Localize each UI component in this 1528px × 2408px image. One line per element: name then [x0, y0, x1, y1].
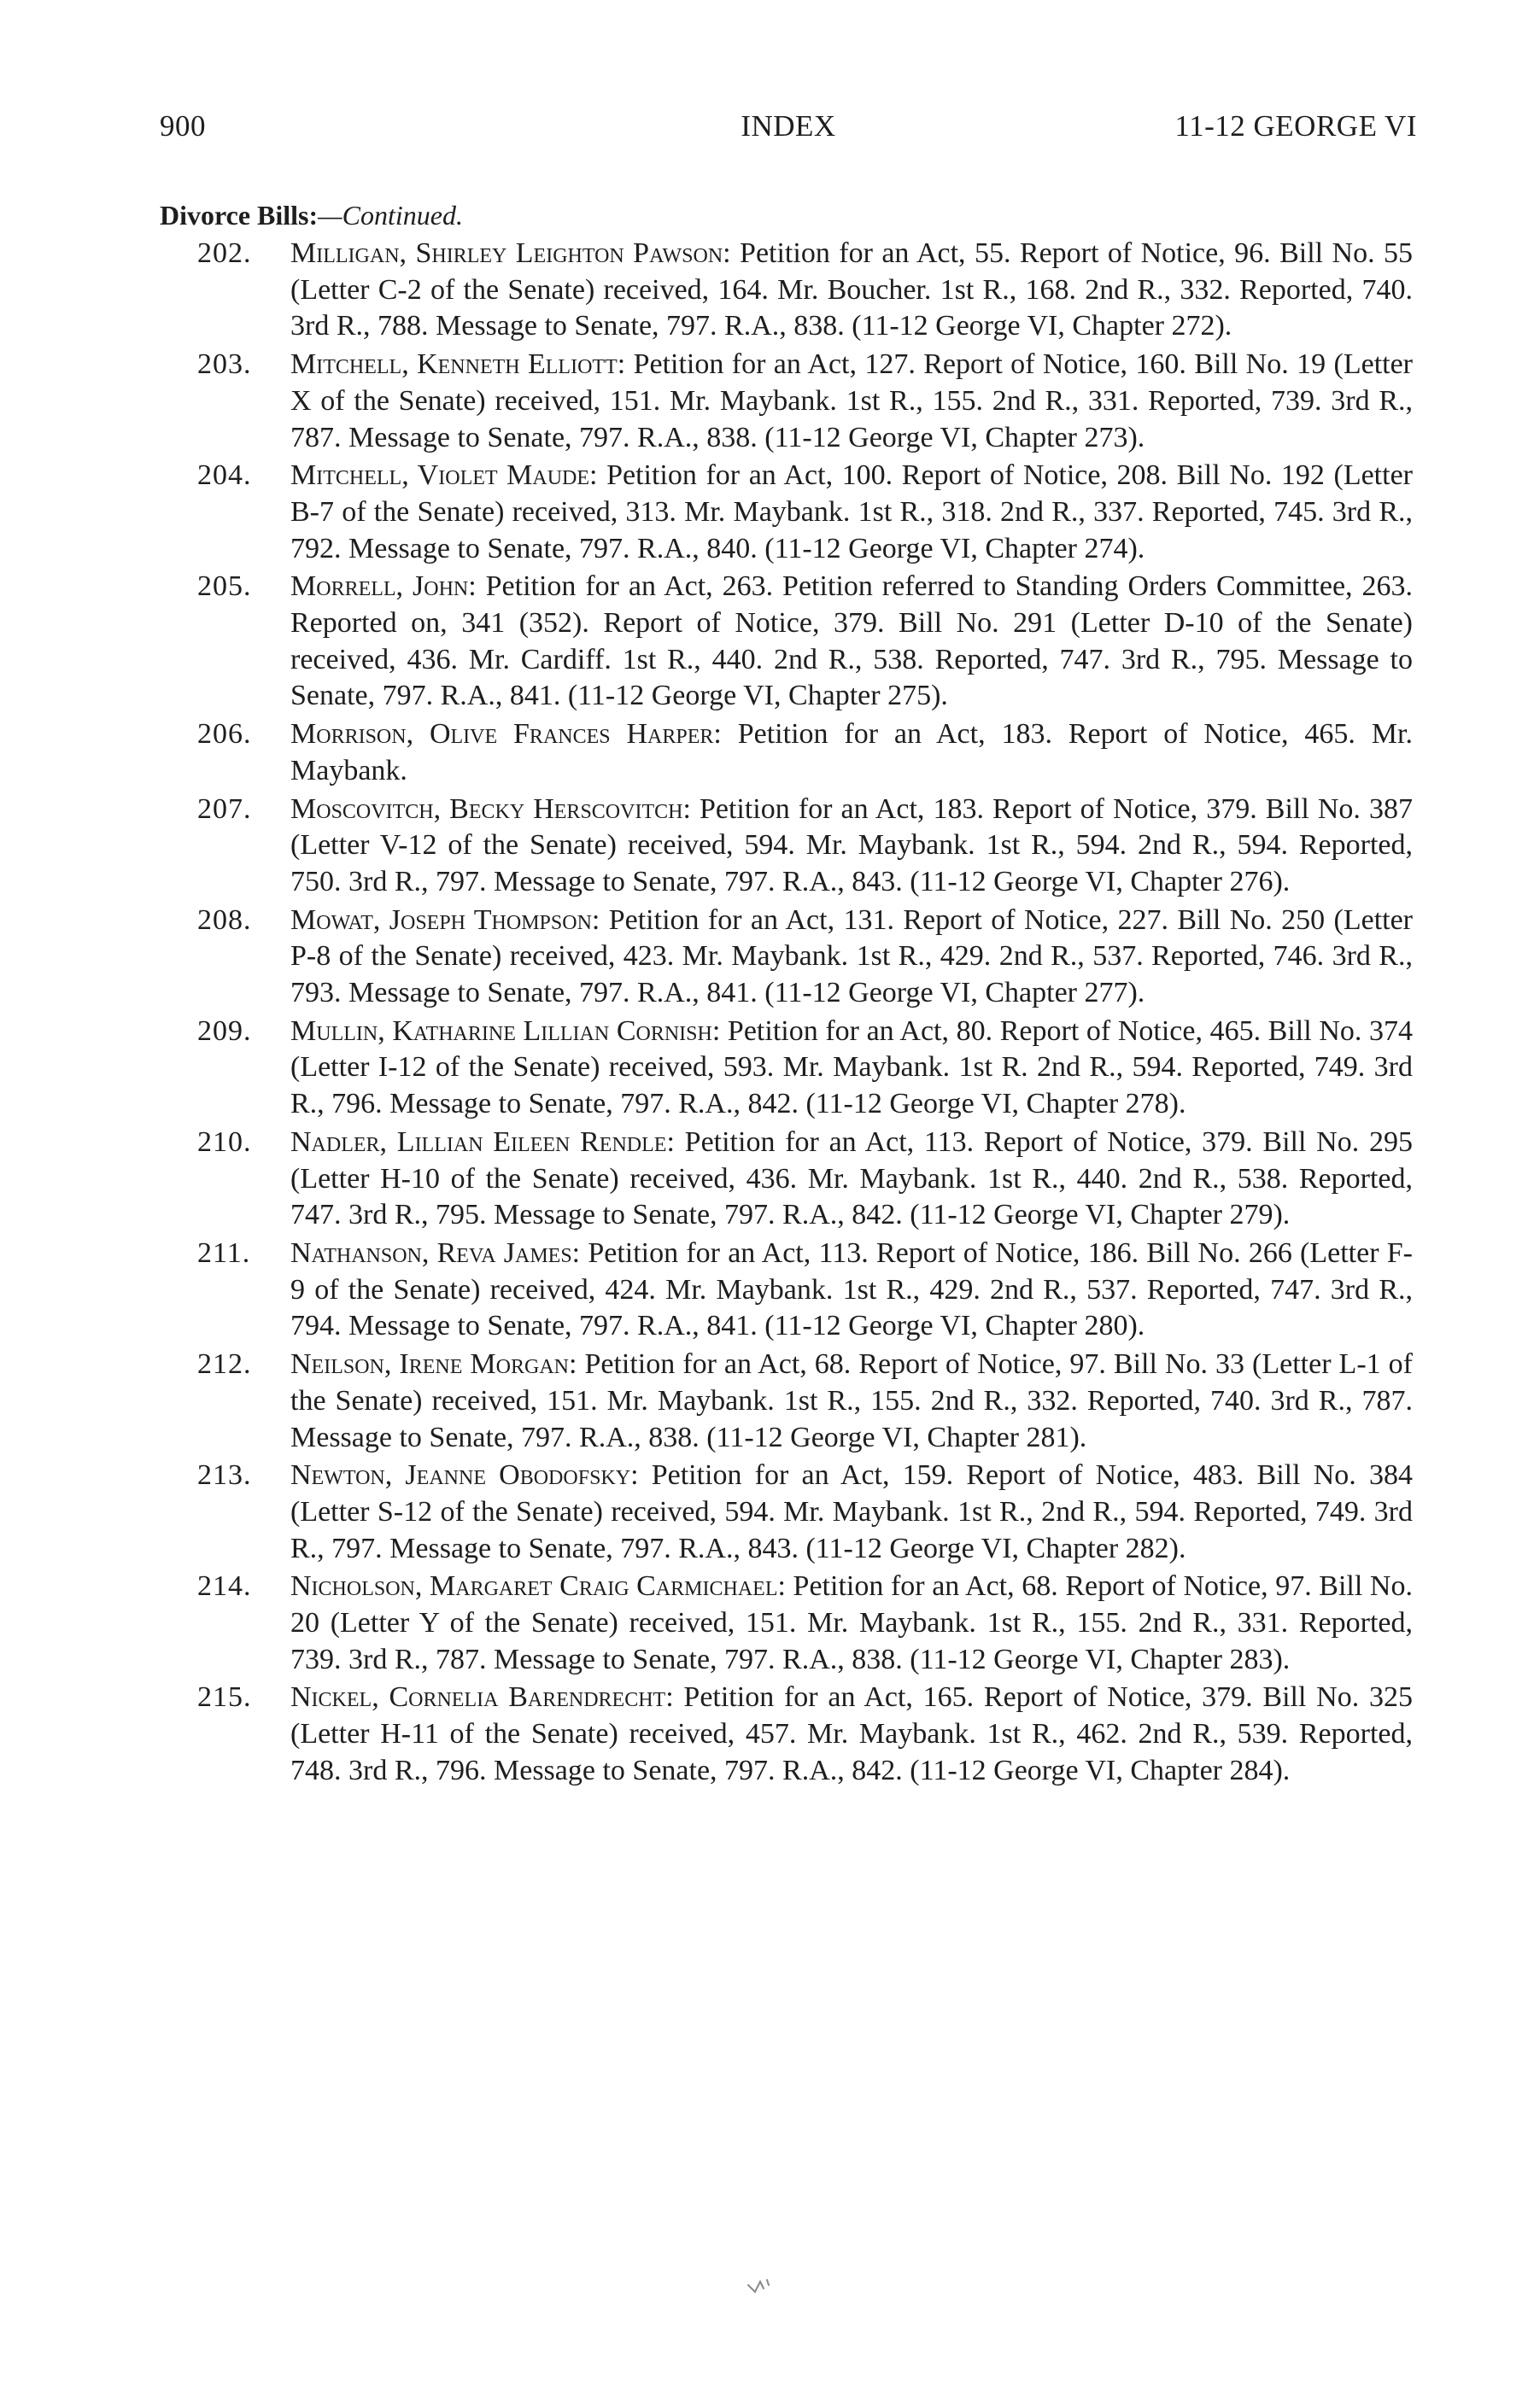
entry-name: Nicholson, Margaret Craig Carmichael [290, 1570, 778, 1603]
page-header [160, 109, 1417, 157]
entry-name: Mitchell, Kenneth Elliott [290, 348, 618, 381]
entry-number: 209. [197, 1014, 252, 1047]
entry-text [290, 1125, 1413, 1234]
entry-details: : Petition for an Act, 80. Report of Notice, 465. Bill No. 374 (Letter I-12 of the Senate) received, 593. Mr. Maybank. 1st R. 2nd R., 594. Reported, 749. 3rd R., 796. Message to Senate, 797. R.A., 842. (11-12 George VI, Chapter 278). [290, 1014, 1413, 1120]
entry-number: 202. [197, 237, 252, 269]
entry-details: : Petition for an Act, 68. Report of Notice, 97. Bill No. 33 (Letter L-1 of the Senate) received, 151. Mr. Maybank. 1st R., 155. 2nd R., 332. Reported, 740. 3rd R., 787. Message to Senate, 797. R.A., 838. (11-12 George VI, Chapter 281). [290, 1348, 1413, 1453]
entry-details: : Petition for an Act, 68. Report of Notice, 97. Bill No. 20 (Letter Y of the Senate) received, 151. Mr. Maybank. 1st R., 155. 2nd R., 331. Reported, 739. 3rd R., 787. Message to Senate, 797. R.A., 838. (11-12 George VI, Chapter 283). [290, 1570, 1413, 1675]
section-label: Divorce Bills: [160, 200, 319, 231]
entry-text [290, 716, 1413, 789]
entry-number: 215. [197, 1681, 252, 1714]
entry-name: Mitchell, Violet Maude [290, 459, 590, 492]
entry-text [290, 1569, 1413, 1678]
index-entry [0, 1458, 1528, 1567]
entry-number: 205. [197, 570, 252, 603]
entry-details: : Petition for an Act, 113. Report of Notice, 186. Bill No. 266 (Letter F-9 of the Senate) received, 424. Mr. Maybank. 1st R., 429. 2nd R., 537. Reported, 747. 3rd R., 794. Message to Senate, 797. R.A., 841. (11-12 George VI, Chapter 280). [290, 1236, 1413, 1342]
entry-details: : Petition for an Act, 127. Report of Notice, 160. Bill No. 19 (Letter X of the Senate) received, 151. Mr. Maybank. 1st R., 155. 2nd R., 331. Reported, 739. 3rd R., 787. Message to Senate, 797. R.A., 838. (11-12 George VI, Chapter 273). [290, 348, 1414, 453]
page-title: INDEX [741, 109, 836, 143]
entry-name: Nickel, Cornelia Barendrecht [290, 1681, 666, 1714]
entry-number: 210. [197, 1125, 252, 1158]
ink-mark [743, 2275, 786, 2300]
entry-details: : Petition for an Act, 131. Report of Notice, 227. Bill No. 250 (Letter P-8 of the Senate) received, 423. Mr. Maybank. 1st R., 429. 2nd R., 537. Reported, 746. 3rd R., 793. Message to Senate, 797. R.A., 841. (11-12 George VI, Chapter 277). [290, 903, 1413, 1009]
entry-number: 212. [197, 1348, 252, 1381]
entry-text [290, 1680, 1413, 1789]
index-entry [0, 1347, 1528, 1456]
index-entry [0, 1236, 1528, 1345]
entry-name: Mowat, Joseph Thompson [290, 903, 592, 936]
entry-text [290, 792, 1413, 901]
index-entry [0, 1014, 1528, 1123]
entry-name: Neilson, Irene Morgan [290, 1348, 569, 1381]
entry-number: 204. [197, 459, 252, 492]
entry-name: Morrison, Olive Frances Harper [290, 718, 714, 751]
entry-name: Nathanson, Reva James [290, 1236, 572, 1269]
entry-name: Milligan, Shirley Leighton Pawson [290, 237, 723, 269]
entry-text [290, 1236, 1413, 1345]
index-entry [0, 1569, 1528, 1678]
entry-name: Moscovitch, Becky Herscovitch [290, 792, 683, 825]
entry-text [290, 1014, 1413, 1123]
entry-name: Mullin, Katharine Lillian Cornish [290, 1014, 712, 1047]
index-entry [0, 347, 1528, 456]
entry-text [290, 236, 1413, 345]
entry-number: 203. [197, 348, 252, 381]
entry-text [290, 903, 1413, 1012]
entry-number: 207. [197, 792, 252, 825]
entry-details: : Petition for an Act, 165. Report of Notice, 379. Bill No. 325 (Letter H-11 of the Senate) received, 457. Mr. Maybank. 1st R., 462. 2nd R., 539. Reported, 748. 3rd R., 796. Message to Senate, 797. R.A., 842. (11-12 George VI, Chapter 284). [290, 1681, 1413, 1786]
entry-number: 214. [197, 1570, 252, 1603]
index-entry [0, 903, 1528, 1012]
entry-text [290, 458, 1413, 567]
entry-details: : Petition for an Act, 183. Report of Notice, 465. Mr. Maybank. [290, 718, 1413, 786]
entry-name: Morrell, John [290, 570, 469, 603]
entry-details: : Petition for an Act, 263. Petition referred to Standing Orders Committee, 263. Reported on, 341 (352). Report of Notice, 379. Bill No. 291 (Letter D-10 of the Senate) received, 436. Mr. Cardiff. 1st R., 440. 2nd R., 538. Reported, 747. 3rd R., 795. Message to Senate, 797. R.A., 841. (11-12 George VI, Chapter 275). [290, 570, 1413, 712]
index-entries [0, 236, 1528, 1791]
index-entry [0, 569, 1528, 715]
entry-text [290, 1347, 1413, 1456]
entry-details: : Petition for an Act, 113. Report of Notice, 379. Bill No. 295 (Letter H-10 of the Senate) received, 436. Mr. Maybank. 1st R., 440. 2nd R., 538. Reported, 747. 3rd R., 795. Message to Senate, 797. R.A., 842. (11-12 George VI, Chapter 279). [290, 1125, 1413, 1231]
entry-details: : Petition for an Act, 55. Report of Notice, 96. Bill No. 55 (Letter C-2 of the Senate) received, 164. Mr. Boucher. 1st R., 168. 2nd R., 332. Reported, 740. 3rd R., 788. Message to Senate, 797. R.A., 838. (11-12 George VI, Chapter 272). [290, 237, 1413, 342]
entry-name: Nadler, Lillian Eileen Rendle [290, 1125, 667, 1158]
index-entry [0, 236, 1528, 345]
index-entry [0, 1125, 1528, 1234]
entry-name: Newton, Jeanne Obodofsky [290, 1459, 631, 1492]
index-entry [0, 1680, 1528, 1789]
index-entry [0, 458, 1528, 567]
entry-text [290, 569, 1413, 715]
section-heading [160, 200, 463, 231]
index-entry [0, 792, 1528, 901]
regnal-year: 11-12 GEORGE VI [1174, 109, 1417, 143]
entry-text [290, 347, 1413, 456]
entry-details: : Petition for an Act, 100. Report of Notice, 208. Bill No. 192 (Letter B-7 of the Senate) received, 313. Mr. Maybank. 1st R., 318. 2nd R., 337. Reported, 745. 3rd R., 792. Message to Senate, 797. R.A., 840. (11-12 George VI, Chapter 274). [290, 459, 1413, 564]
index-entry [0, 716, 1528, 789]
entry-number: 213. [197, 1459, 252, 1492]
entry-text [290, 1458, 1413, 1567]
entry-number: 206. [197, 718, 252, 751]
entry-number: 208. [197, 903, 252, 936]
page-number: 900 [160, 109, 206, 143]
entry-number: 211. [197, 1236, 251, 1269]
entry-details: : Petition for an Act, 183. Report of Notice, 379. Bill No. 387 (Letter V-12 of the Senate) received, 594. Mr. Maybank. 1st R., 594. 2nd R., 594. Reported, 750. 3rd R., 797. Message to Senate, 797. R.A., 843. (11-12 George VI, Chapter 276). [290, 792, 1413, 897]
section-continued: —Continued. [318, 200, 463, 231]
entry-details: : Petition for an Act, 159. Report of Notice, 483. Bill No. 384 (Letter S-12 of the Senate) received, 594. Mr. Maybank. 1st R., 2nd R., 594. Reported, 749. 3rd R., 797. Message to Senate, 797. R.A., 843. (11-12 George VI, Chapter 282). [290, 1459, 1413, 1564]
